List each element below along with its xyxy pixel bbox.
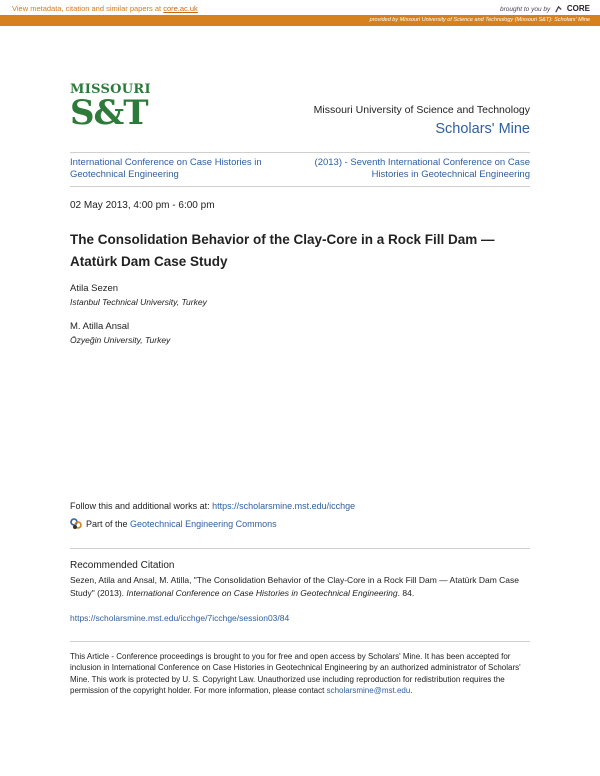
logo-missouri-text: MISSOURI xyxy=(70,82,151,97)
university-name: Missouri University of Science and Technology xyxy=(313,104,530,116)
core-link[interactable]: core.ac.uk xyxy=(163,4,198,13)
core-provided-bar: provided by Missouri University of Science and Technology (Missouri S&T): Scholars' Mine xyxy=(0,15,600,26)
core-metadata-notice: View metadata, citation and similar papers at core.ac.uk xyxy=(12,4,198,13)
citation-heading: Recommended Citation xyxy=(70,560,175,571)
author-affiliation: Istanbul Technical University, Turkey xyxy=(70,297,207,307)
commons-network-icon xyxy=(70,518,83,530)
paper-title: The Consolidation Behavior of the Clay-Core in a Rock Fill Dam — Atatürk Dam Case Study xyxy=(70,232,495,269)
follow-works-link[interactable]: https://scholarsmine.mst.edu/icchge xyxy=(212,501,356,511)
author-affiliation: Özyeğin University, Turkey xyxy=(70,335,171,345)
divider-notice xyxy=(70,641,530,642)
citation-text: Sezen, Atila and Ansal, M. Atilla, "The Consolidation Behavior of the Clay-Core in a Rock Fill Dam — Atatürk Dam Case Study" (2013). International Conference on Case Histories in Geotechnical Engineering. 84. xyxy=(70,575,519,598)
citation-journal: International Conference on Case Histories in Geotechnical Engineering xyxy=(126,587,398,598)
author-name: Atila Sezen xyxy=(70,283,119,294)
missouri-st-logo[interactable] xyxy=(70,82,151,133)
divider-top xyxy=(70,152,530,153)
geotechnical-commons-link[interactable]: Geotechnical Engineering Commons xyxy=(130,519,277,529)
follow-works: Follow this and additional works at: https://scholarsmine.mst.edu/icchge xyxy=(70,501,356,511)
author-name: M. Atilla Ansal xyxy=(70,321,130,332)
core-brand[interactable]: brought to you by CORE xyxy=(500,4,590,13)
citation-url-link[interactable]: https://scholarsmine.mst.edu/icchge/7icchge/session03/84 xyxy=(70,613,290,623)
core-top-bar xyxy=(0,0,600,15)
logo-st-text: S&T xyxy=(70,93,148,133)
scholars-mine-link[interactable]: Scholars' Mine xyxy=(435,121,530,137)
divider-bottom xyxy=(70,186,530,187)
conference-event-link[interactable]: (2013) - Seventh International Conference on Case Histories in Geotechnical Engineering xyxy=(314,157,530,180)
divider-citation xyxy=(70,548,530,549)
event-date: 02 May 2013, 4:00 pm - 6:00 pm xyxy=(70,200,215,211)
part-of: Part of the Geotechnical Engineering Commons xyxy=(70,518,277,530)
core-logo-icon xyxy=(554,5,563,14)
access-notice: This Article - Conference proceedings is brought to you for free and open access by Scholars' Mine. It has been accepted for inclusion in International Conference on Case Histories in Geotechnical Engineering by an authorized administrator of Scholars' Mine. This work is protected by U. S. Copyright Law. Unauthorized use including reproduction for redistribution requires the permission of the copyright holder. For more information, please contact scholarsmine@mst.edu. xyxy=(70,652,521,696)
contact-email-link[interactable]: scholarsmine@mst.edu xyxy=(326,686,411,696)
conference-series-link[interactable]: International Conference on Case Histories in Geotechnical Engineering xyxy=(70,157,262,180)
